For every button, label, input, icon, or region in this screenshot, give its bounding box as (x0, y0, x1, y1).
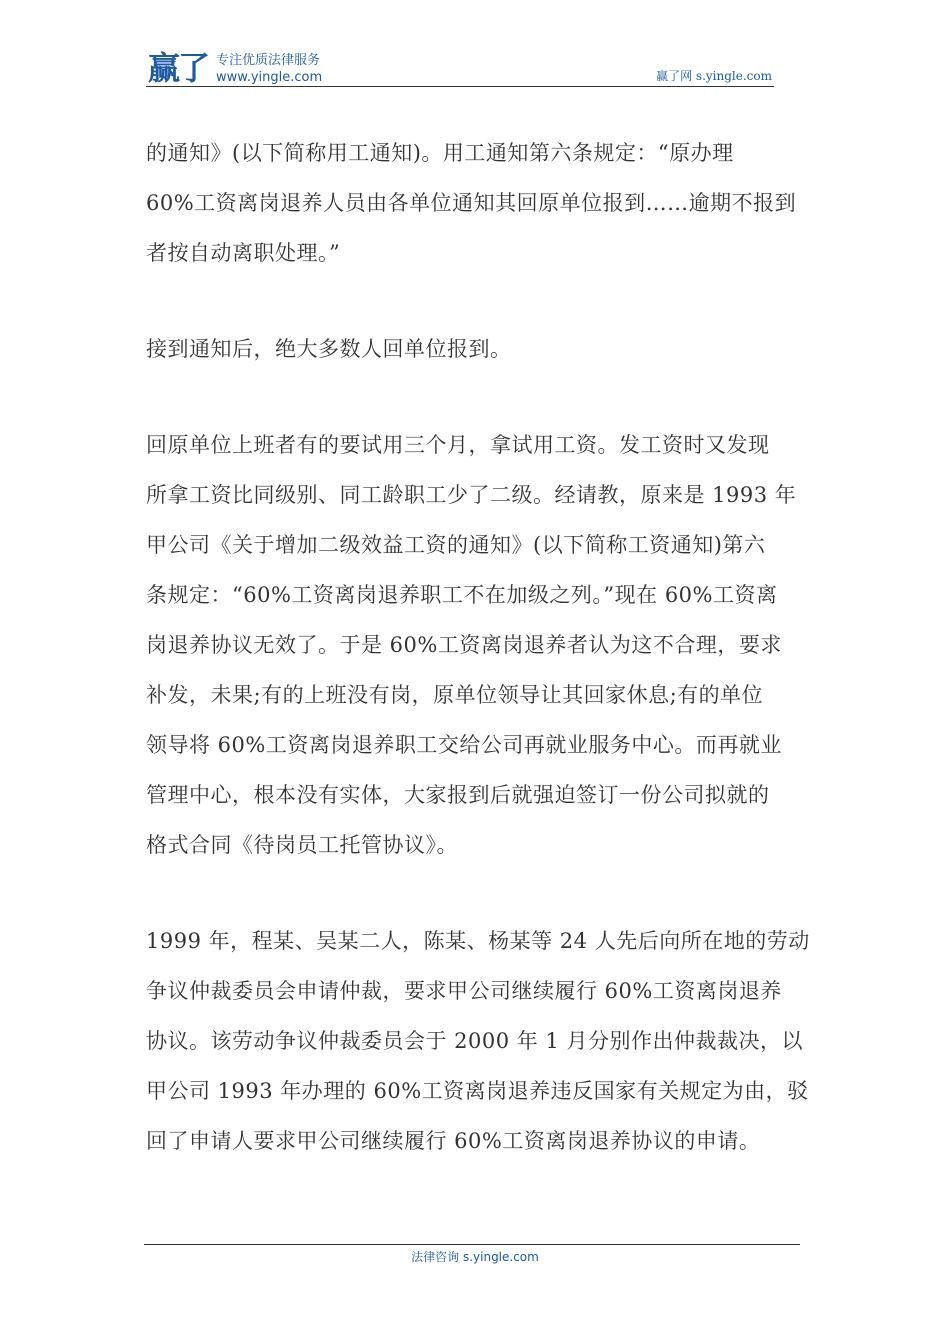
paragraph (146, 420, 816, 870)
text-line: 60%工资离岗退养人员由各单位通知其回原单位报到……逾期不报到 (146, 191, 797, 215)
paragraph (146, 128, 816, 278)
logo-slogan: 专注优质法律服务 (216, 53, 321, 68)
text-line: 甲公司 1993 年办理的 60%工资离岗退养违反国家有关规定为由，驳 (146, 1079, 809, 1103)
text-line: 所拿工资比同级别、同工龄职工少了二级。经请教，原来是 1993 年 (146, 483, 797, 507)
text-line: 条规定：“60%工资离岗退养职工不在加级之列。”现在 60%工资离 (146, 583, 778, 607)
text-line: 1999 年，程某、吴某二人，陈某、杨某等 24 人先后向所在地的劳动 (146, 929, 810, 953)
text-line: 争议仲裁委员会申请仲裁，要求甲公司继续履行 60%工资离岗退养 (146, 979, 782, 1003)
text-line: 岗退养协议无效了。于是 60%工资离岗退养者认为这不合理，要求 (146, 633, 782, 657)
logo-url[interactable]: www.yingle.com (216, 70, 323, 85)
header-site-link[interactable]: 赢了网 s.yingle.com (656, 69, 772, 83)
text-line: 协议。该劳动争议仲裁委员会于 2000 年 1 月分别作出仲裁裁决，以 (146, 1029, 804, 1053)
text-line: 补发，未果;有的上班没有岗，原单位领导让其回家休息;有的单位 (146, 683, 764, 707)
text-line: 的通知》(以下简称用工通知)。用工通知第六条规定：“原办理 (146, 141, 734, 165)
page-header (146, 50, 774, 88)
text-line: 者按自动离职处理。” (146, 241, 341, 265)
text-line: 回了申请人要求甲公司继续履行 60%工资离岗退养协议的申请。 (146, 1129, 761, 1153)
paragraph (146, 916, 816, 1166)
logo[interactable]: 赢了 (148, 49, 209, 87)
text-line: 甲公司《关于增加二级效益工资的通知》(以下简称工资通知)第六 (146, 533, 766, 557)
text-line: 回原单位上班者有的要试用三个月，拿试用工资。发工资时又发现 (146, 433, 770, 457)
text-line: 领导将 60%工资离岗退养职工交给公司再就业服务中心。而再就业 (146, 733, 782, 757)
document-body (146, 128, 816, 1212)
text-line: 管理中心，根本没有实体，大家报到后就强迫签订一份公司拟就的 (146, 783, 770, 807)
footer-divider (144, 1244, 800, 1245)
text-line: 接到通知后，绝大多数人回单位报到。 (146, 337, 512, 361)
header-divider (146, 86, 774, 87)
paragraph (146, 324, 816, 374)
text-line: 格式合同《待岗员工托管协议》。 (146, 833, 458, 857)
footer-link[interactable]: 法律咨询 s.yingle.com (411, 1250, 539, 1264)
